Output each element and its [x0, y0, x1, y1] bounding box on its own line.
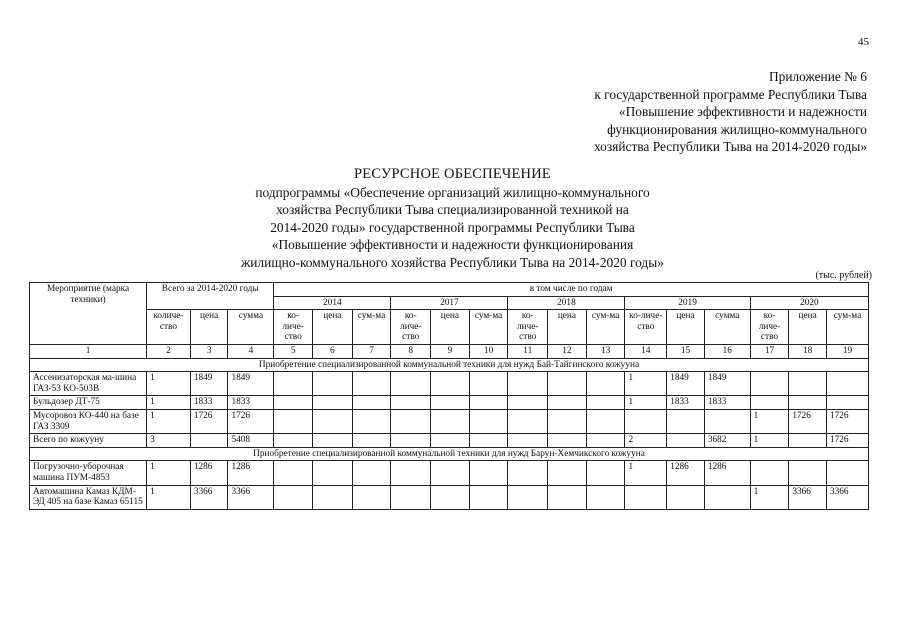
table-cell	[352, 396, 391, 410]
table-cell	[508, 461, 548, 485]
column-number: 17	[750, 344, 789, 358]
section-row	[30, 447, 869, 461]
table-cell: 3366	[826, 485, 868, 509]
table-cell: 1	[147, 409, 191, 433]
table-cell	[431, 372, 470, 396]
column-number: 5	[274, 344, 313, 358]
header-col: ко-личе-ство	[750, 310, 789, 345]
appendix-line: «Повышение эффективности и надежности	[618, 104, 867, 119]
table-cell	[750, 372, 789, 396]
table-cell	[548, 372, 587, 396]
table-cell	[274, 396, 313, 410]
table-cell: 3366	[228, 485, 274, 509]
table-cell: 1	[147, 396, 191, 410]
table-cell: 1849	[704, 372, 750, 396]
table-cell: 3366	[190, 485, 228, 509]
header-col: цена	[789, 310, 827, 345]
table-cell	[274, 409, 313, 433]
table-cell: 1286	[190, 461, 228, 485]
header-total: Всего за 2014-2020 годы	[147, 283, 274, 310]
table-cell: 1833	[704, 396, 750, 410]
title-line: 2014-2020 годы» государственной программы Республики Тыва	[270, 219, 635, 235]
table-cell: 1726	[789, 409, 827, 433]
column-number: 16	[704, 344, 750, 358]
table-row	[30, 485, 869, 509]
table-cell	[312, 396, 352, 410]
table-cell	[352, 372, 391, 396]
table-cell	[548, 409, 587, 433]
column-number: 13	[586, 344, 625, 358]
column-number: 9	[431, 344, 470, 358]
appendix-line: хозяйства Республики Тыва на 2014-2020 годы»	[594, 139, 867, 154]
table-cell	[391, 396, 431, 410]
table-cell: 1286	[704, 461, 750, 485]
table-cell	[431, 396, 470, 410]
header-col: цена	[431, 310, 470, 345]
header-col: ко-личе-ство	[508, 310, 548, 345]
table-cell	[469, 372, 508, 396]
table-cell	[667, 485, 705, 509]
table-cell	[586, 396, 625, 410]
page-number: 45	[858, 36, 869, 48]
table-cell	[548, 396, 587, 410]
header-row-top	[30, 283, 869, 297]
table-cell	[312, 461, 352, 485]
table-cell: 1	[750, 485, 789, 509]
table-cell: 1833	[667, 396, 705, 410]
appendix-line: функционирования жилищно-коммунального	[607, 121, 867, 137]
table-cell	[469, 396, 508, 410]
table-cell: 3	[147, 434, 191, 448]
table-cell	[750, 461, 789, 485]
table-cell: 1	[750, 409, 789, 433]
table-cell: 1726	[826, 434, 868, 448]
header-year: 2020	[750, 296, 868, 310]
header-col: сум-ма	[826, 310, 868, 345]
column-number: 12	[548, 344, 587, 358]
table-cell	[391, 372, 431, 396]
table-cell	[704, 409, 750, 433]
table-cell: 1833	[228, 396, 274, 410]
header-year: 2017	[391, 296, 508, 310]
table-cell: 1726	[228, 409, 274, 433]
table-cell: 1849	[667, 372, 705, 396]
table-cell	[508, 372, 548, 396]
table-cell	[352, 434, 391, 448]
header-row-cols	[30, 310, 869, 345]
table-cell	[312, 485, 352, 509]
table-cell	[431, 409, 470, 433]
table-cell	[704, 485, 750, 509]
measure-name: Мусоровоз КО-440 на базе ГАЗ 3309	[30, 409, 147, 433]
table-cell	[274, 434, 313, 448]
table-cell	[469, 461, 508, 485]
measure-name: Погрузочно-уборочная машина ПУМ-4853	[30, 461, 147, 485]
table-cell	[826, 461, 868, 485]
table-cell	[469, 434, 508, 448]
header-year: 2019	[625, 296, 750, 310]
header-col: сум-ма	[352, 310, 391, 345]
column-number: 18	[789, 344, 827, 358]
table-row	[30, 396, 869, 410]
column-number: 6	[312, 344, 352, 358]
resource-table	[29, 282, 869, 510]
table-cell	[469, 485, 508, 509]
header-col: цена	[667, 310, 705, 345]
column-number: 8	[391, 344, 431, 358]
table-cell	[667, 409, 705, 433]
table-cell	[625, 409, 667, 433]
table-cell	[352, 409, 391, 433]
section-row	[30, 358, 869, 372]
table-cell: 1	[147, 372, 191, 396]
table-cell	[625, 485, 667, 509]
header-col: сумма	[704, 310, 750, 345]
table-cell: 1849	[190, 372, 228, 396]
table-cell	[431, 461, 470, 485]
table-cell: 3366	[789, 485, 827, 509]
header-year: 2014	[274, 296, 391, 310]
table-cell: 1726	[826, 409, 868, 433]
table-cell	[508, 434, 548, 448]
table-cell: 1286	[667, 461, 705, 485]
table-cell: 5408	[228, 434, 274, 448]
section-title: Приобретение специализированной коммунальной техники для нужд Бай-Тайгинского кожууна	[30, 358, 869, 372]
table-row	[30, 461, 869, 485]
column-number: 15	[667, 344, 705, 358]
table-cell	[274, 461, 313, 485]
units-label: (тыс. рублей)	[815, 270, 872, 281]
table-cell	[789, 396, 827, 410]
column-number: 2	[147, 344, 191, 358]
table-cell	[312, 434, 352, 448]
document-title	[150, 166, 755, 271]
table-cell	[586, 461, 625, 485]
header-col: количе-ство	[147, 310, 191, 345]
table-cell	[548, 461, 587, 485]
table-cell	[508, 396, 548, 410]
header-col: сум-ма	[469, 310, 508, 345]
table-cell: 1286	[228, 461, 274, 485]
column-number: 3	[190, 344, 228, 358]
table-cell	[548, 434, 587, 448]
column-number: 10	[469, 344, 508, 358]
table-cell	[391, 434, 431, 448]
table-cell	[190, 434, 228, 448]
measure-name: Бульдозер ДТ-75	[30, 396, 147, 410]
table-cell	[391, 461, 431, 485]
table-cell: 1833	[190, 396, 228, 410]
table-cell	[586, 434, 625, 448]
table-cell	[586, 485, 625, 509]
table-cell	[352, 461, 391, 485]
table-cell	[586, 372, 625, 396]
table-cell: 1726	[190, 409, 228, 433]
table-cell: 1849	[228, 372, 274, 396]
table-cell: 3682	[704, 434, 750, 448]
appendix-line: к государственной программе Республики Тыва	[594, 86, 867, 102]
header-col: цена	[548, 310, 587, 345]
header-col: сум-ма	[586, 310, 625, 345]
table-cell	[548, 485, 587, 509]
table-cell	[826, 396, 868, 410]
table-cell	[469, 409, 508, 433]
column-number: 19	[826, 344, 868, 358]
column-number: 11	[508, 344, 548, 358]
header-col: ко-личе-ство	[274, 310, 313, 345]
table-cell: 1	[147, 461, 191, 485]
table-cell	[391, 409, 431, 433]
column-number: 1	[30, 344, 147, 358]
title-line: хозяйства Республики Тыва специализированной техникой на	[276, 202, 629, 217]
title-main: РЕСУРСНОЕ ОБЕСПЕЧЕНИЕ	[354, 166, 551, 182]
table-cell	[667, 434, 705, 448]
appendix-line: Приложение № 6	[768, 69, 867, 84]
table-cell	[789, 461, 827, 485]
table-cell	[789, 434, 827, 448]
title-line: жилищно-коммунального хозяйства Республики Тыва на 2014-2020 годы»	[241, 254, 664, 270]
table-cell	[352, 485, 391, 509]
table-body	[30, 283, 869, 510]
table-row	[30, 372, 869, 396]
header-year: 2018	[508, 296, 625, 310]
header-col: цена	[190, 310, 228, 345]
measure-name: Ассенизаторская ма-шина ГАЗ-53 КО-503В	[30, 372, 147, 396]
table-cell	[750, 396, 789, 410]
table-cell: 1	[625, 461, 667, 485]
table-row	[30, 434, 869, 448]
table-cell	[391, 485, 431, 509]
section-title: Приобретение специализированной коммунальной техники для нужд Барун-Хемчикского кожууна	[30, 447, 869, 461]
header-col: сумма	[228, 310, 274, 345]
table-cell	[312, 372, 352, 396]
table-row	[30, 409, 869, 433]
table-cell	[312, 409, 352, 433]
column-number: 4	[228, 344, 274, 358]
header-col: ко-личе-ство	[391, 310, 431, 345]
measure-name: Автомашина Камаз КДМ-ЭД 405 на базе Камаз 65115	[30, 485, 147, 509]
header-measure: Мероприятие (марка техники)	[30, 283, 147, 345]
appendix-note	[530, 68, 867, 156]
table-cell: 1	[147, 485, 191, 509]
header-by-years: в том числе по годам	[274, 283, 869, 297]
table-cell	[826, 372, 868, 396]
table-cell	[508, 409, 548, 433]
table-cell	[431, 485, 470, 509]
table-cell	[431, 434, 470, 448]
measure-name: Всего по кожууну	[30, 434, 147, 448]
table-cell: 1	[625, 396, 667, 410]
table-cell	[508, 485, 548, 509]
table-cell	[789, 372, 827, 396]
table-cell: 1	[625, 372, 667, 396]
table-cell	[274, 485, 313, 509]
column-number: 7	[352, 344, 391, 358]
table-cell	[586, 409, 625, 433]
title-line: «Повышение эффективности и надежности функционирования	[271, 237, 634, 252]
table-cell: 2	[625, 434, 667, 448]
table-cell: 1	[750, 434, 789, 448]
column-number-row	[30, 344, 869, 358]
column-number: 14	[625, 344, 667, 358]
header-col: ко-личе-ство	[625, 310, 667, 345]
header-col: цена	[312, 310, 352, 345]
title-line: подпрограммы «Обеспечение организаций жилищно-коммунального	[255, 184, 650, 200]
table-cell	[274, 372, 313, 396]
